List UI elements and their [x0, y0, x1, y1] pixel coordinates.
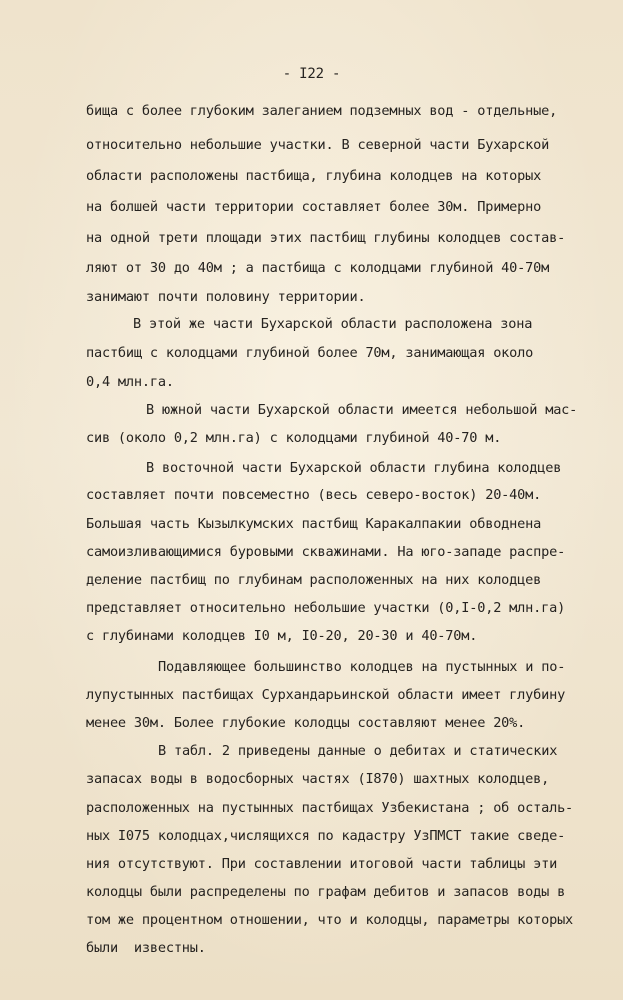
paragraph-first-line: В южной части Бухарской области имеется небольшой мас- — [146, 402, 578, 418]
text-line: менее 30м. Более глубокие колодцы составляют менее 20%. — [86, 715, 526, 731]
text-line: колодцы были распределены по графам дебитов и запасов воды в — [86, 884, 566, 900]
text-line: сив (около 0,2 млн.га) с колодцами глубиной 40-70 м. — [86, 430, 502, 446]
text-line: ных I075 колодцах,числящихся по кадастру УзПМСТ такие сведе- — [86, 828, 566, 844]
page-number: - I22 - — [282, 66, 341, 82]
text-line: ния отсутствуют. При составлении итоговой части таблицы эти — [86, 856, 558, 872]
paragraph-first-line: Подавляющее большинство колодцев на пустынных и по- — [158, 659, 566, 675]
text-line: том же процентном отношении, что и колодцы, параметры которых — [86, 912, 574, 928]
text-line: деление пастбищ по глубинам расположенных на них колодцев — [86, 572, 542, 588]
text-line: ляют от 30 до 40м ; а пастбища с колодцами глубиной 40-70м — [86, 260, 550, 276]
text-line: области расположены пастбища, глубина колодцев на которых — [86, 168, 542, 184]
text-line: самоизливающимися буровыми скважинами. На юго-западе распре- — [86, 544, 566, 560]
text-line: пастбищ с колодцами глубиной более 70м, занимающая около — [86, 345, 534, 361]
text-line: с глубинами колодцев I0 м, I0-20, 20-30 и 40-70м. — [86, 628, 478, 644]
text-line: 0,4 млн.га. — [86, 374, 174, 390]
paragraph-first-line: В восточной части Бухарской области глубина колодцев — [146, 460, 562, 476]
text-line: на одной трети площади этих пастбищ глубины колодцев состав- — [86, 230, 566, 246]
text-line: составляет почти повсеместно (весь северо-восток) 20-40м. — [86, 487, 542, 503]
text-line: Большая часть Кызылкумских пастбищ Каракалпакии обводнена — [86, 516, 542, 532]
text-line: были известны. — [86, 940, 206, 956]
text-line: относительно небольшие участки. В северной части Бухарской — [86, 137, 550, 153]
text-line: бища с более глубоким залеганием подземных вод - отдельные, — [86, 103, 558, 119]
paragraph-first-line: В табл. 2 приведены данные о дебитах и статических — [158, 743, 558, 759]
text-line: расположенных на пустынных пастбищах Узбекистана ; об осталь- — [86, 800, 574, 816]
text-line: на болшей части территории составляет более 30м. Примерно — [86, 199, 542, 215]
text-line: запасах воды в водосборных частях (I870) шахтных колодцев, — [86, 771, 550, 787]
text-line: лупустынных пастбищах Сурхандарьинской области имеет глубину — [86, 687, 566, 703]
paragraph-first-line: В этой же части Бухарской области расположена зона — [133, 316, 533, 332]
text-line: занимают почти половину территории. — [86, 289, 366, 305]
text-line: представляет относительно небольшие участки (0,I-0,2 млн.га) — [86, 600, 566, 616]
